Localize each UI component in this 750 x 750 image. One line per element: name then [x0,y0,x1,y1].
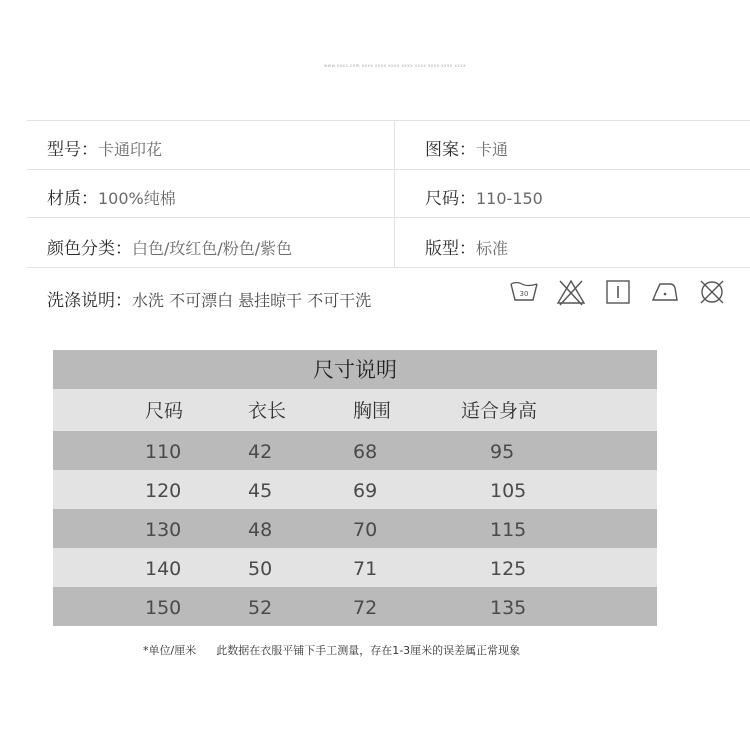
cell-size: 130 [145,519,182,541]
unit-note: *单位/厘米 [143,644,197,657]
header-size: 尺码 [145,400,184,422]
cell-height: 125 [490,558,527,580]
no-dry-clean-icon [697,278,727,306]
table-row [53,431,657,470]
cell-height: 95 [490,441,515,463]
divider [27,267,750,268]
cell-length: 42 [248,441,273,463]
cell-size: 150 [145,597,182,619]
no-bleach-icon [556,278,586,306]
size-table [53,350,657,626]
care-value: 水洗 不可漂白 悬挂晾干 不可干洗 [132,291,372,310]
cell-size: 110 [145,441,182,463]
color-field [47,234,292,259]
fit-value: 标准 [476,239,509,258]
measurement-footnote [143,642,520,658]
size-range-field [425,184,543,209]
hang-dry-icon [603,278,633,306]
cell-chest: 68 [353,441,378,463]
fit-field [425,234,508,259]
table-row [53,587,657,626]
model-field [47,135,162,160]
model-label: 型号： [47,140,98,160]
pattern-value: 卡通 [476,140,509,159]
top-caption: www.xxxx.com xxxx xxxx xxxx xxxx xxxx xxxx xxxx xxxx [324,63,466,68]
cell-chest: 71 [353,558,378,580]
pattern-field [425,135,508,160]
fit-label: 版型： [425,239,476,259]
cell-chest: 72 [353,597,378,619]
color-label: 颜色分类： [47,239,132,259]
table-row [53,509,657,548]
divider [27,217,750,218]
pattern-label: 图案： [425,140,476,160]
material-label: 材质： [47,189,98,209]
care-instructions [47,286,371,311]
cell-chest: 69 [353,480,378,502]
cell-size: 140 [145,558,182,580]
iron-icon [650,278,680,306]
measurement-note: 此数据在衣服平铺下手工测量，存在1-3厘米的误差属正常现象 [216,644,521,657]
care-instructions-row [27,270,750,316]
cell-height: 135 [490,597,527,619]
header-chest: 胸围 [353,400,392,422]
divider [27,169,750,170]
cell-length: 48 [248,519,273,541]
table-row [53,470,657,509]
care-label: 洗涤说明： [47,291,132,311]
size-table-header [53,389,657,431]
cell-height: 105 [490,480,527,502]
wash-temp-label: 30 [519,290,529,298]
cell-size: 120 [145,480,182,502]
header-length: 衣长 [248,400,287,422]
color-value: 白色/玫红色/粉色/紫色 [132,239,293,258]
size-table-title: 尺寸说明 [53,350,657,389]
wash-30-icon [509,278,539,306]
cell-length: 52 [248,597,273,619]
table-row [53,548,657,587]
divider [27,120,750,121]
size-range-label: 尺码： [425,189,476,209]
cell-height: 115 [490,519,527,541]
material-value: 100%纯棉 [98,189,176,208]
header-height: 适合身高 [461,400,538,422]
cell-chest: 70 [353,519,378,541]
cell-length: 45 [248,480,273,502]
column-divider [394,120,395,267]
size-range-value: 110-150 [476,189,543,208]
cell-length: 50 [248,558,273,580]
model-value: 卡通印花 [98,140,163,159]
material-field [47,184,176,209]
